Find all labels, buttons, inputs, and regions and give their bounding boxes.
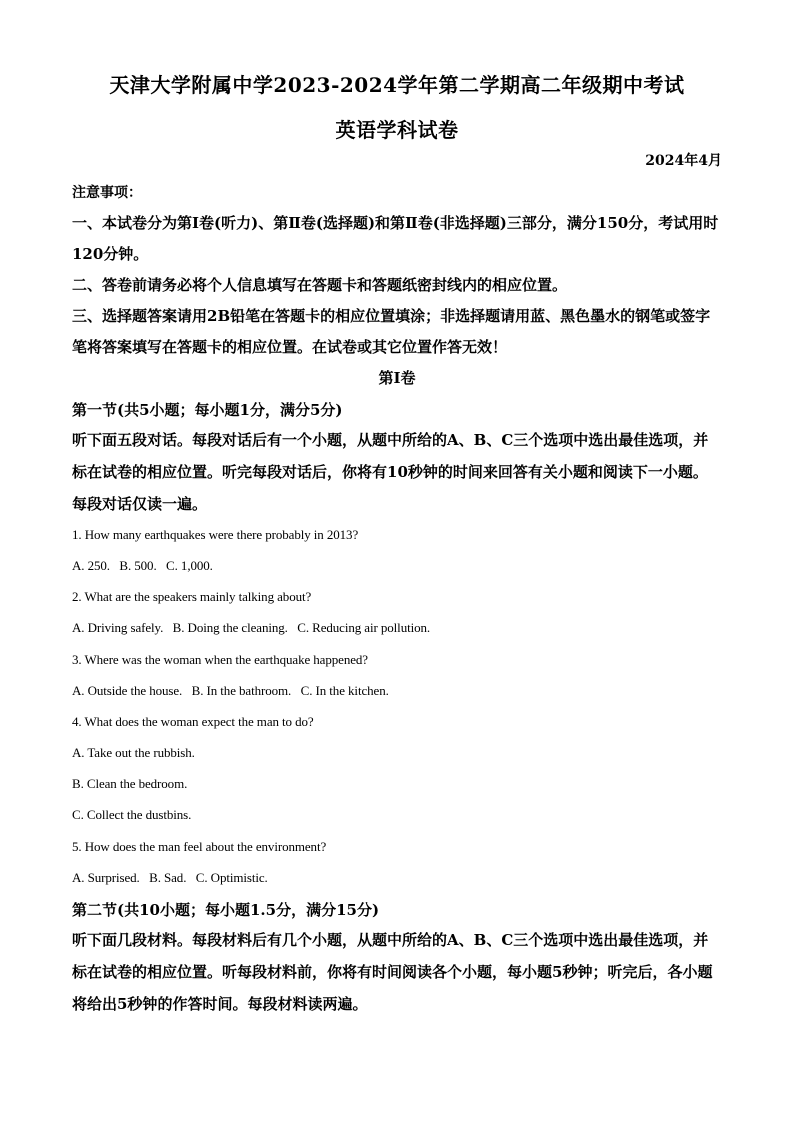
question-line: 3. Where was the woman when the earthquake happened? — [72, 652, 368, 667]
question-line: 5. How does the man feel about the environment? — [72, 839, 327, 854]
question-line: 1. How many earthquakes were there probably in 2013? — [72, 527, 359, 542]
question-options: A. Outside the house. B. In the bathroom. C. In the kitchen. — [72, 683, 389, 698]
question-options: A. Driving safely. B. Doing the cleaning. C. Reducing air pollution. — [72, 620, 431, 635]
exam-title: 天津大学附属中学2023-2024学年第二学期高二年级期中考试 — [109, 73, 685, 97]
question-option: A. Take out the rubbish. — [72, 745, 195, 760]
question-options: A. 250. B. 500. C. 1,000. — [72, 558, 213, 573]
exam-date: 2024年4月 — [645, 153, 722, 169]
notes-heading: 注意事项： — [72, 185, 142, 201]
question-option: C. Collect the dustbins. — [72, 807, 192, 822]
question-options: A. Surprised. B. Sad. C. Optimistic. — [72, 870, 268, 885]
part2-heading: 第二节(共10小题；每小题1.5分，满分15分) — [72, 901, 380, 919]
note-item: 一、本试卷分为第Ⅰ卷(听力)、第Ⅱ卷(选择题)和第Ⅱ卷(非选择题)三部分，满分150分，考试用时120分钟。 — [72, 214, 719, 263]
question-option: B. Clean the bedroom. — [72, 776, 188, 791]
part1-heading: 第一节(共5小题；每小题1分，满分5分) — [72, 401, 343, 419]
note-item: 三、选择题答案请用2B铅笔在答题卡的相应位置填涂；非选择题请用蓝、黑色墨水的钢笔或签字笔将答案填写在答题卡的相应位置。在试卷或其它位置作答无效！ — [72, 307, 711, 356]
exam-subtitle: 英语学科试卷 — [335, 118, 459, 142]
part1-instructions: 听下面五段对话。每段对话后有一个小题，从题中所给的A、B、C三个选项中选出最佳选项，并标在试卷的相应位置。听完每段对话后，你将有10秒钟的时间来回答有关小题和阅读下一小题。每段对话仅读一遍。 — [72, 431, 709, 513]
section-title: 第Ⅰ卷 — [378, 369, 416, 387]
question-line: 2. What are the speakers mainly talking about? — [72, 589, 312, 604]
question-line: 4. What does the woman expect the man to do? — [72, 714, 314, 729]
part2-instructions: 听下面几段材料。每段材料后有几个小题，从题中所给的A、B、C三个选项中选出最佳选项，并标在试卷的相应位置。听每段材料前，你将有时间阅读各个小题，每小题5秒钟；听完后，各小题将给出5秒钟的作答时间。每段材料读两遍。 — [72, 931, 713, 1013]
notes-list — [72, 208, 720, 363]
note-item: 二、答卷前请务必将个人信息填写在答题卡和答题纸密封线内的相应位置。 — [72, 276, 568, 294]
